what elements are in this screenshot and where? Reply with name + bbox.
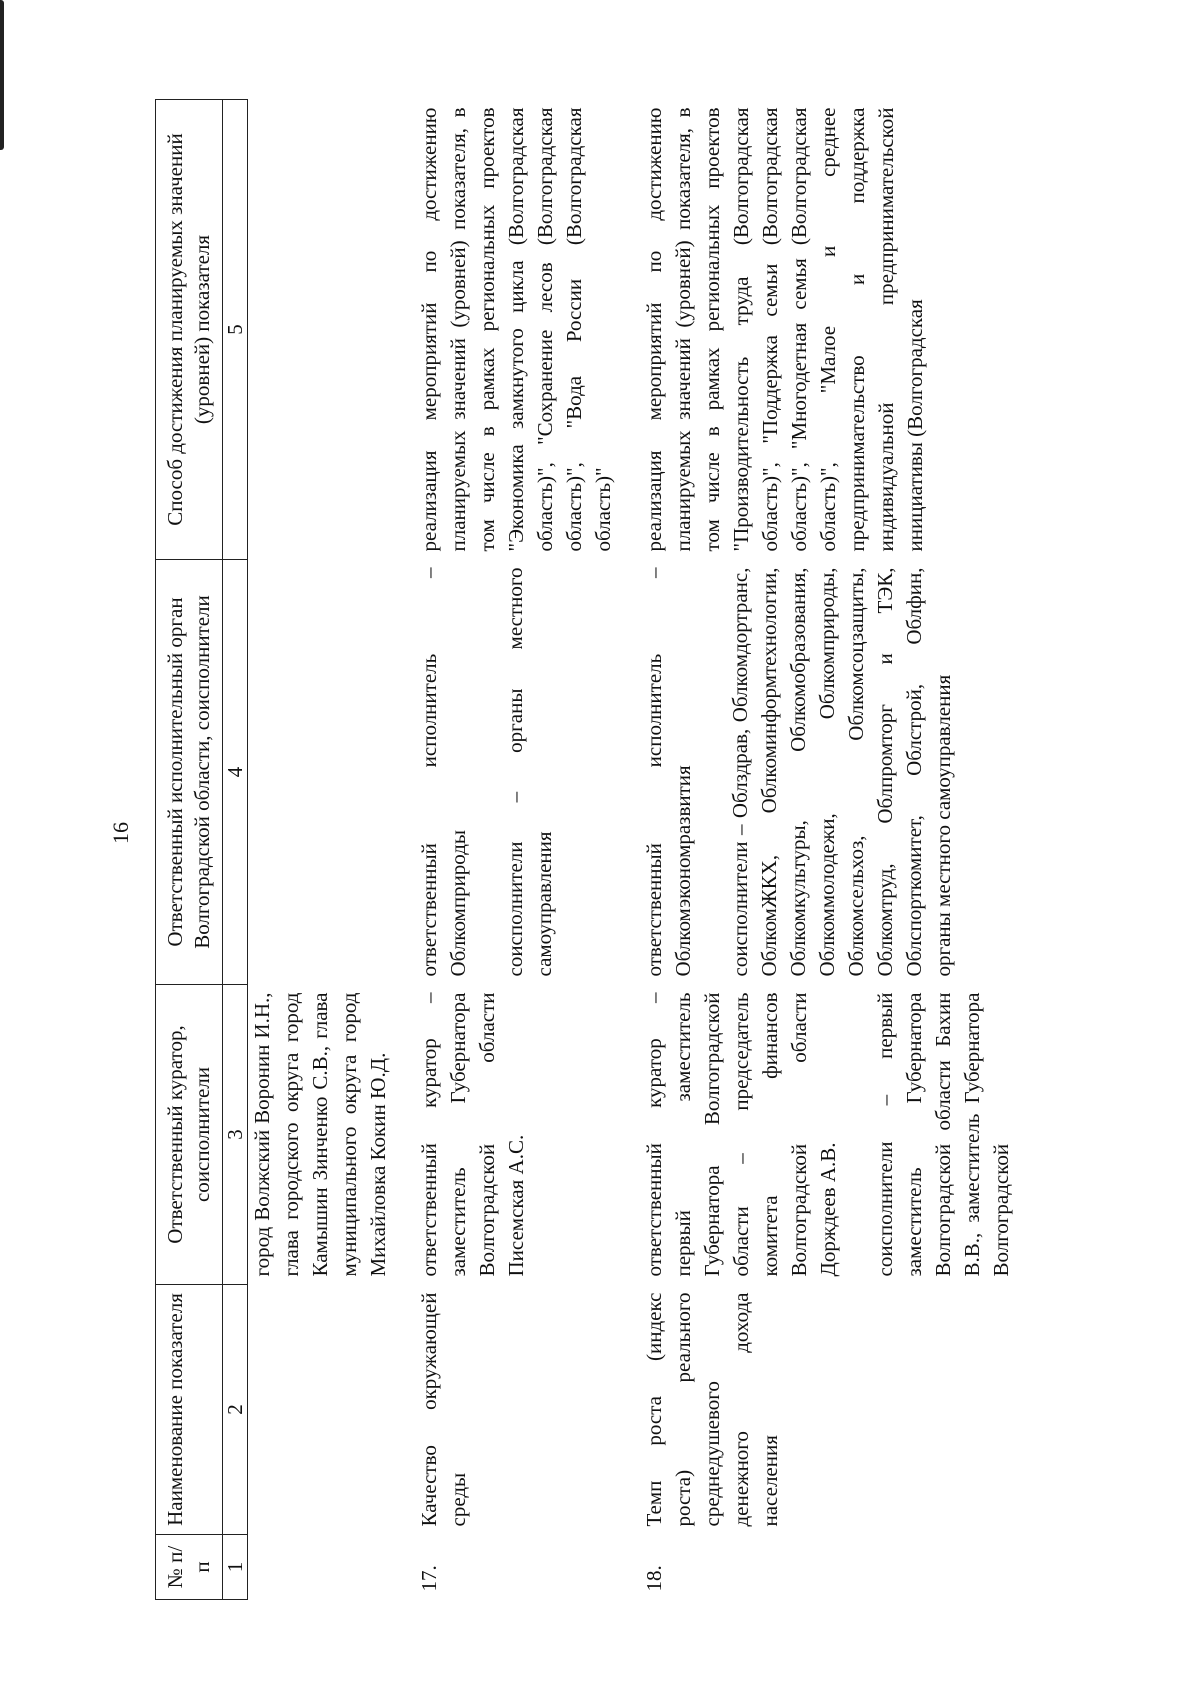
method-text: реализация мероприятий по достижению планируемых значений (уровней) показателя, в том числе в рамках региональных проектов "Экономика замкнутого цикла (Волгоградская область)", "Сохранение лесов (Волгоградская область)", "Вода России (Волгоградская область)"	[417, 107, 615, 552]
header-num: № п/п	[156, 1535, 223, 1600]
header-curator: Ответственный куратор, соисполнители	[156, 985, 223, 1285]
row-number: 17.	[417, 1565, 441, 1592]
method-text: реализация мероприятий по достижению планируемых значений (уровней) показателя, в том числе в рамках региональных проектов "Производительность труда (Волгоградская область)", "Поддержка семьи (Волгоградская область)", "Многодетная семья (Волгоградская область)", "Малое и среднее предпринимательство и поддержка индивидуальной предпринимательской инициативы (Волгоградская	[642, 107, 927, 552]
indicator-name: Качество окружающей среды	[417, 1292, 470, 1527]
column-number: 1	[223, 1535, 248, 1600]
table-row-continued	[248, 100, 394, 1600]
curator-co-text: соисполнители – первый заместитель Губернатора Волгоградской области Бахин В.В., заместитель Губернатора Волгоградской	[873, 992, 1013, 1277]
header-row	[156, 100, 223, 1600]
column-number: 3	[223, 985, 248, 1285]
executor-co-text: соисполнители – органы местного самоуправления	[503, 567, 556, 977]
continued-curator: город Волжский Воронин И.Н., глава городского округа город Камышин Зинченко С.В., глава муниципального округа город Михайловка Кокин Ю.Д.	[250, 992, 390, 1277]
column-number-row	[223, 100, 248, 1600]
indicator-name: Темп роста (индекс роста) реального среднедушевого денежного дохода населения	[642, 1292, 782, 1527]
row-number: 18.	[642, 1565, 666, 1592]
header-executor: Ответственный исполнительный орган Волгоградской области, соисполнители	[156, 560, 223, 985]
rotated-table-page	[155, 100, 1055, 1600]
column-number: 5	[223, 100, 248, 560]
header-indicator-name: Наименование показателя	[156, 1285, 223, 1535]
curator-text: ответственный куратор – заместитель Губернатора Волгоградской области Писемская А.С.	[417, 992, 528, 1277]
executor-text: ответственный исполнитель – Облкомэкономразвития	[642, 567, 695, 977]
executor-text: ответственный исполнитель – Облкомприроды	[417, 567, 470, 977]
page-number: 16	[108, 822, 133, 844]
scan-edge-mark	[0, 0, 4, 150]
table-row	[640, 100, 1016, 1600]
header-method: Способ достижения планируемых значений (уровней) показателя	[156, 100, 223, 560]
column-number: 4	[223, 560, 248, 985]
executor-co-text: соисполнители – Облздрав, Облкомдортранс, ОблкомЖКХ, Облкоминформтехнологии, Облкомкультуры, Облкомобразования, Облкоммолодежи, Облкомприроды, Облкомсельхоз, Облкомсоцзащиты, Облкомтруд, Облпромторг и ТЭК, Облспорткомитет, Облстрой, Облфин, органы местного самоуправления	[728, 567, 955, 977]
table-row	[415, 100, 618, 1600]
column-number: 2	[223, 1285, 248, 1535]
curator-text: ответственный куратор – первый заместитель Губернатора Волгоградской области – председатель комитета финансов Волгоградской области Дорждеев А.В.	[642, 992, 840, 1277]
indicators-table	[155, 99, 1016, 1600]
